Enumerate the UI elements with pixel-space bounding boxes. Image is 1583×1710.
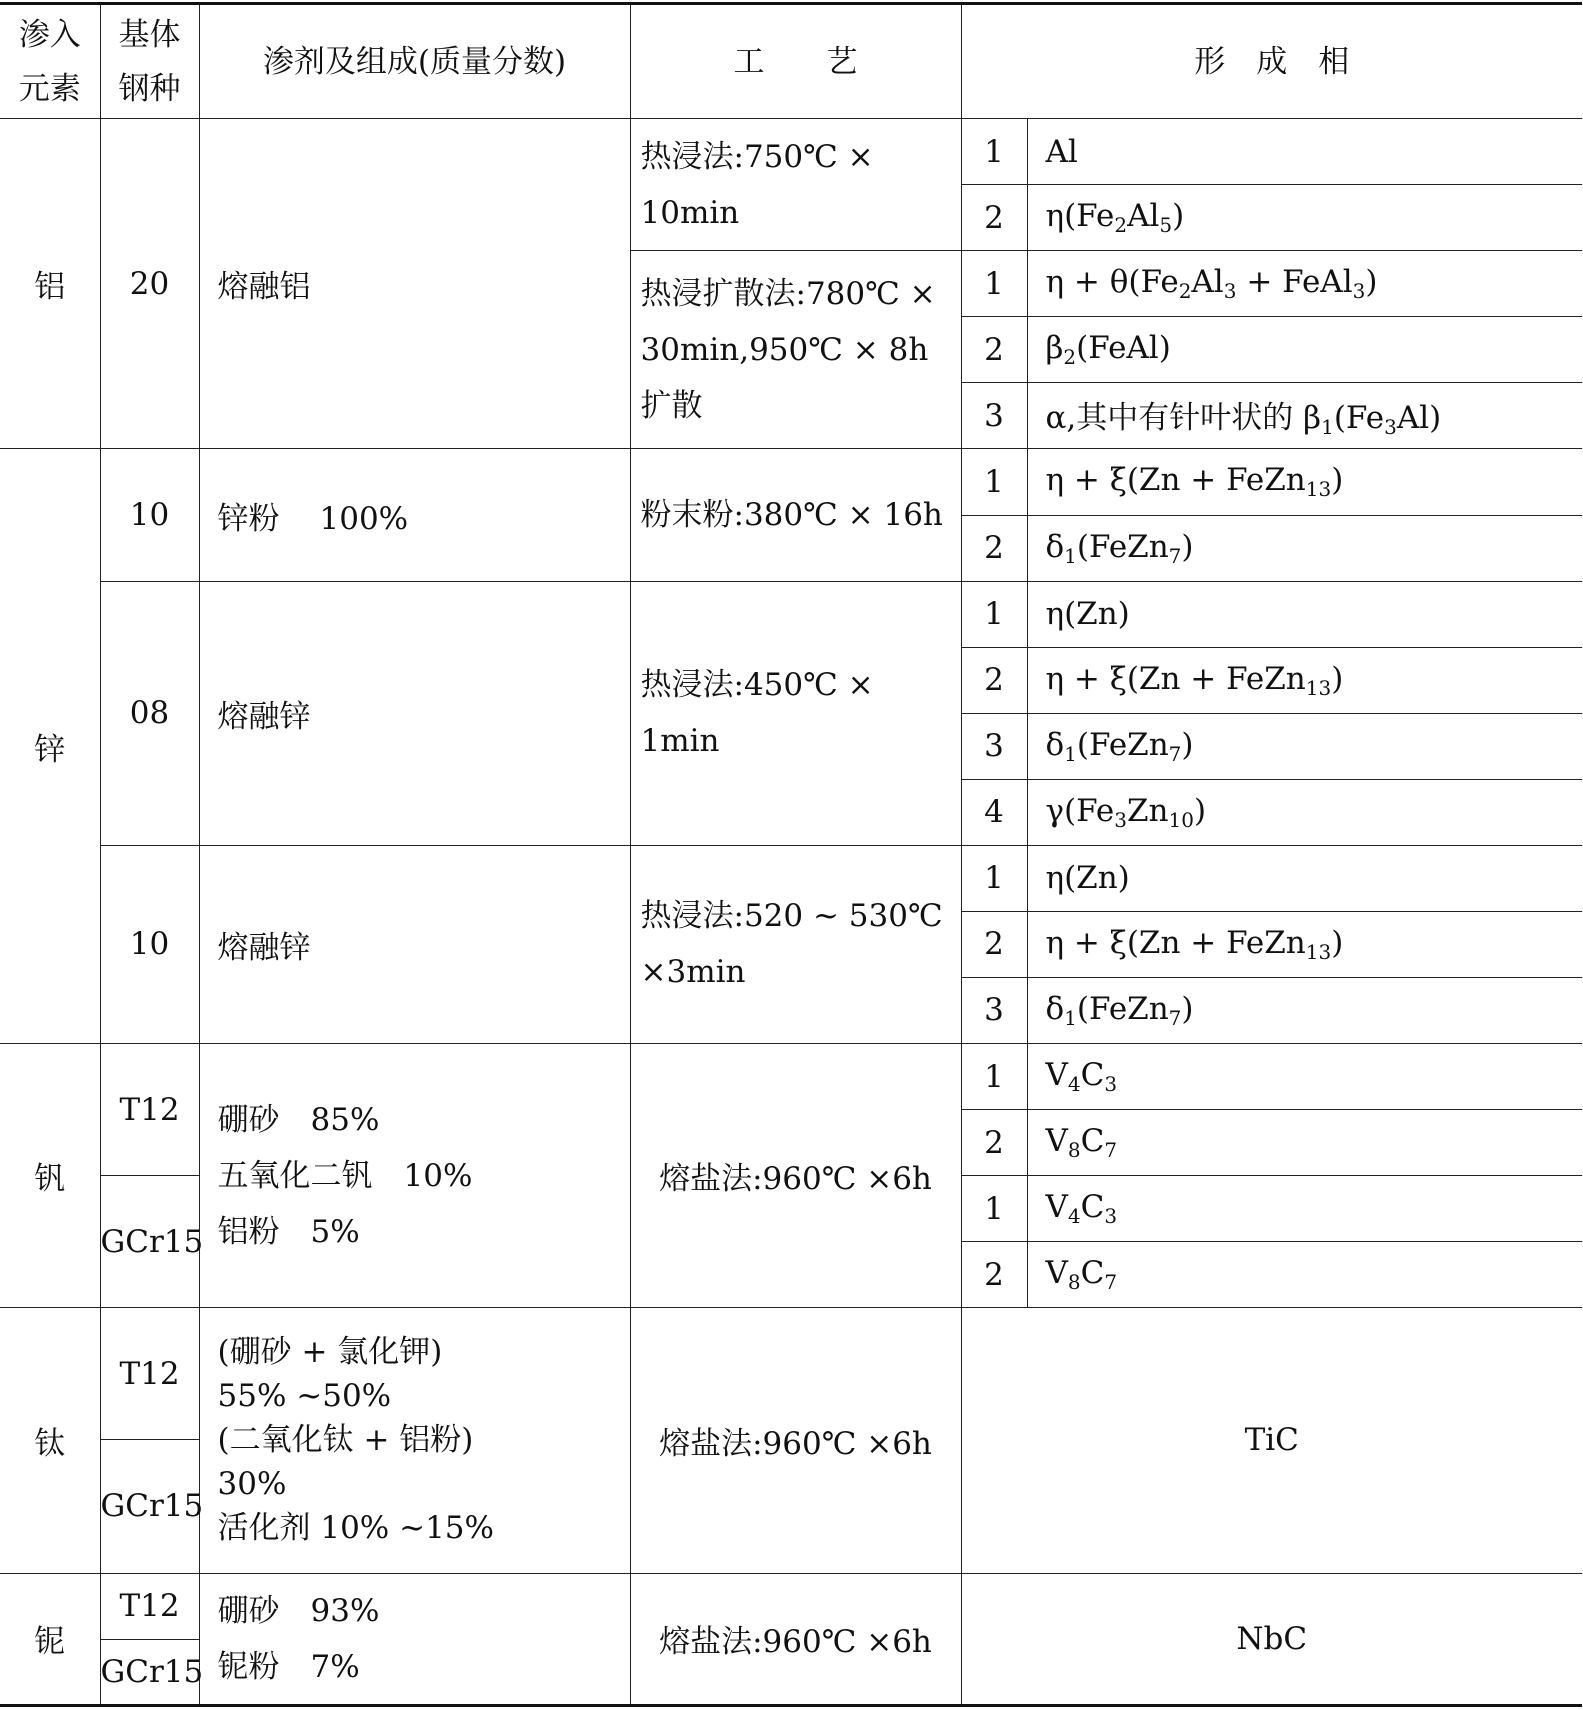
element-cell: 铝	[0, 119, 100, 449]
phase-cell: $V_8C_7$	[1027, 1242, 1582, 1308]
phase-cell: $\beta_2(FeAl)$	[1027, 317, 1582, 383]
agent-cell: 熔融铝	[199, 119, 630, 449]
process-cell: 热浸扩散法:780℃ × 30min,950℃ × 8h 扩散	[630, 251, 961, 449]
phase-number: 3	[961, 977, 1027, 1043]
phase-number: 4	[961, 779, 1027, 845]
header-steel: 基体 钢种	[100, 4, 199, 119]
header-element: 渗入 元素	[0, 4, 100, 119]
phase-number: 1	[961, 119, 1027, 185]
table-row	[0, 845, 1582, 911]
process-cell: 粉末粉:380℃ × 16h	[630, 449, 961, 581]
phase-cell: $V_4C_3$	[1027, 1176, 1582, 1242]
phase-cell: η(Zn)	[1027, 845, 1582, 911]
phase-cell: η + ξ(Zn + FeZn$_{13}$)	[1027, 449, 1582, 515]
phase-cell: TiC	[961, 1308, 1582, 1573]
steel-cell: 08	[100, 581, 199, 845]
phase-cell: $V_8C_7$	[1027, 1110, 1582, 1176]
steel-cell: GCr15	[100, 1639, 199, 1705]
process-cell: 热浸法:450℃ × 1min	[630, 581, 961, 845]
steel-cell: T12	[100, 1308, 199, 1440]
steel-cell: 10	[100, 449, 199, 581]
agent-cell: 熔融锌	[199, 845, 630, 1043]
steel-cell: GCr15	[100, 1440, 199, 1573]
phase-number: 1	[961, 845, 1027, 911]
table-row	[0, 1044, 1582, 1110]
element-cell: 铌	[0, 1573, 100, 1705]
phase-cell: α,其中有针叶状的 $\beta_1(Fe_3Al)$	[1027, 383, 1582, 449]
element-cell: 钒	[0, 1044, 100, 1308]
table-row	[0, 449, 1582, 515]
phase-number: 2	[961, 1110, 1027, 1176]
table-row	[0, 1308, 1582, 1440]
process-cell: 熔盐法:960℃ ×6h	[630, 1308, 961, 1573]
agent-cell: 锌粉 100%	[199, 449, 630, 581]
phase-number: 1	[961, 1176, 1027, 1242]
process-cell: 熔盐法:960℃ ×6h	[630, 1044, 961, 1308]
phase-cell: $\eta + \theta(Fe_2Al_3$ + FeAl$_3$)	[1027, 251, 1582, 317]
phase-number: 2	[961, 317, 1027, 383]
phase-number: 3	[961, 713, 1027, 779]
phase-number: 2	[961, 1242, 1027, 1308]
steel-cell: T12	[100, 1044, 199, 1176]
phase-cell: Al	[1027, 119, 1582, 185]
phase-number: 2	[961, 515, 1027, 581]
header-agent: 渗剂及组成(质量分数)	[199, 4, 630, 119]
table-row	[0, 581, 1582, 647]
phase-cell: $\delta_1(FeZn_7)$	[1027, 713, 1582, 779]
process-cell: 熔盐法:960℃ ×6h	[630, 1573, 961, 1705]
phase-number: 1	[961, 1044, 1027, 1110]
table-row	[0, 1573, 1582, 1639]
phase-cell: $V_4C_3$	[1027, 1044, 1582, 1110]
phase-cell: η + ξ(Zn + FeZn$_{13}$)	[1027, 911, 1582, 977]
process-cell: 热浸法:520 ~ 530℃ ×3min	[630, 845, 961, 1043]
header-process: 工 艺	[630, 4, 961, 119]
phase-number: 3	[961, 383, 1027, 449]
phase-number: 2	[961, 185, 1027, 251]
agent-cell: 熔融锌	[199, 581, 630, 845]
phase-cell: $\eta(Fe_2Al_5)$	[1027, 185, 1582, 251]
steel-cell: 10	[100, 845, 199, 1043]
element-cell: 锌	[0, 449, 100, 1044]
header-row	[0, 4, 1582, 119]
steel-cell: T12	[100, 1573, 199, 1639]
steel-cell: GCr15	[100, 1176, 199, 1308]
phase-cell: $\delta_1(FeZn_7)$	[1027, 515, 1582, 581]
phase-number: 1	[961, 581, 1027, 647]
steel-cell: 20	[100, 119, 199, 449]
phase-number: 2	[961, 647, 1027, 713]
phase-cell: NbC	[961, 1573, 1582, 1705]
phase-number: 1	[961, 251, 1027, 317]
header-phase: 形 成 相	[961, 4, 1582, 119]
agent-cell: 硼砂 93% 铌粉 7%	[199, 1573, 630, 1705]
infiltration-table	[0, 2, 1582, 1707]
phase-number: 1	[961, 449, 1027, 515]
phase-number: 2	[961, 911, 1027, 977]
agent-cell: (硼砂 + 氯化钾) 55% ~50% (二氧化钛 + 铝粉) 30% 活化剂 10% ~15%	[199, 1308, 630, 1573]
phase-cell: η(Zn)	[1027, 581, 1582, 647]
phase-cell: $\gamma(Fe_3Zn_{10})$	[1027, 779, 1582, 845]
process-cell: 热浸法:750℃ × 10min	[630, 119, 961, 251]
phase-cell: η + ξ(Zn + FeZn$_{13}$)	[1027, 647, 1582, 713]
phase-cell: $\delta_1(FeZn_7)$	[1027, 977, 1582, 1043]
table-row	[0, 119, 1582, 185]
element-cell: 钛	[0, 1308, 100, 1573]
agent-cell: 硼砂 85% 五氧化二钒 10% 铝粉 5%	[199, 1044, 630, 1308]
